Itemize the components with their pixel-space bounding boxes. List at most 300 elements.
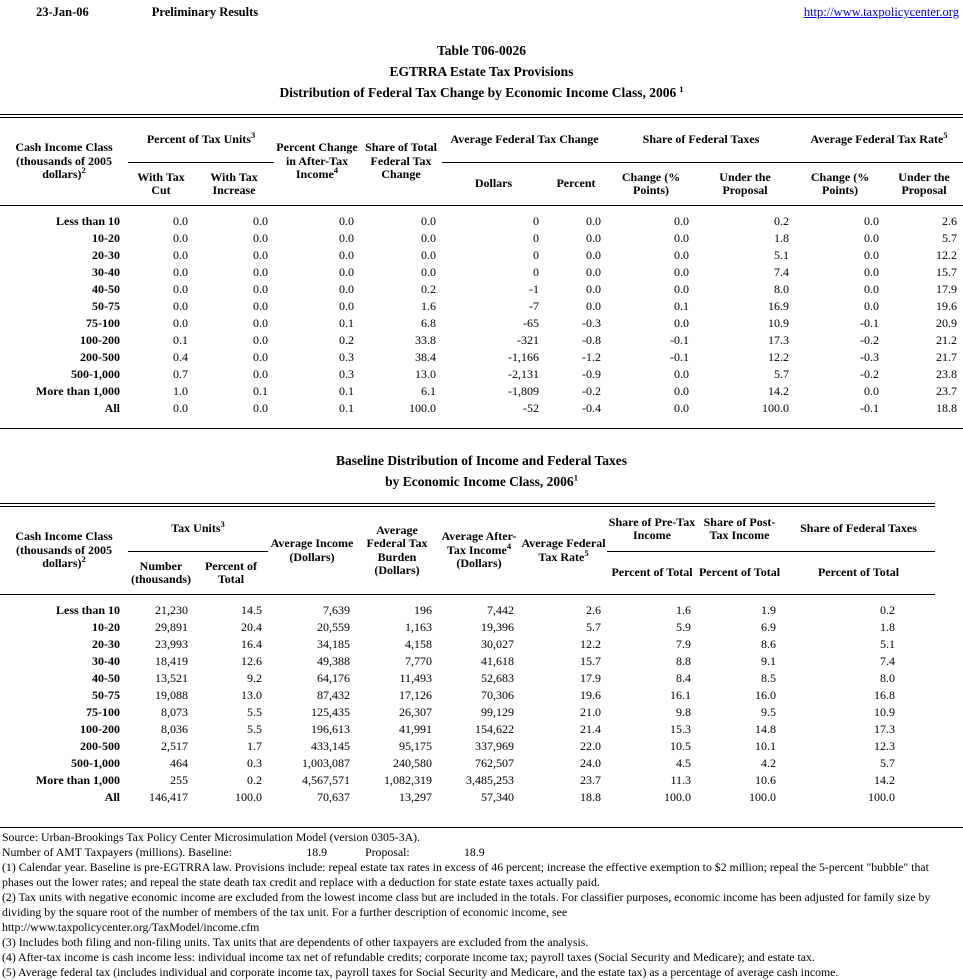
cell-value: 1,082,319 [384, 773, 432, 787]
cell-value: 5.5 [247, 722, 262, 736]
cell-value: 9.8 [676, 705, 691, 719]
cell-value: 0.0 [173, 214, 188, 228]
row-label: 75-100 [86, 705, 120, 719]
cell-value: -0.2 [860, 333, 880, 347]
cell-value: 0.0 [864, 299, 880, 313]
cell-value: 4,158 [405, 637, 432, 651]
cell-value: 0.0 [674, 248, 690, 262]
footnote-ref-3: 3 [220, 519, 225, 530]
cell-value: 196 [414, 603, 432, 617]
table-row [0, 332, 963, 349]
report-date: 23-Jan-06 [36, 5, 89, 19]
cell-value: -0.2 [582, 384, 602, 398]
cell-value: 15.3 [670, 722, 691, 736]
cell-value: 0.0 [864, 265, 880, 279]
cell-value: 0 [533, 248, 540, 262]
cell-value: 23,993 [155, 637, 188, 651]
cell-value: 0.0 [674, 265, 690, 279]
cell-value: 0.0 [421, 248, 437, 262]
col-header-with-tax-cut: With Tax Cut [128, 163, 194, 206]
cell-value: 0.0 [173, 248, 188, 262]
cell-value: 0.0 [253, 248, 269, 262]
baseline-title-block [0, 450, 963, 492]
cell-value: 1.9 [761, 603, 776, 617]
cell-value: 10.9 [874, 705, 895, 719]
row-label: 500-1,000 [71, 756, 120, 770]
cell-value: 17.3 [768, 333, 790, 347]
cell-value: 0.3 [247, 756, 262, 770]
cell-value: 5.7 [942, 231, 958, 245]
table-row [0, 400, 963, 429]
row-label: 100-200 [80, 722, 120, 736]
cell-value: -0.1 [860, 401, 880, 415]
page-header [0, 0, 963, 20]
cell-value: 4.5 [676, 756, 691, 770]
cell-value: 19.6 [580, 688, 601, 702]
amt-label: Number of AMT Taxpayers (millions). Baseline: [2, 845, 233, 859]
col-header-average-after-tax-income: Average After-Tax Income$^4$ (Dollars) [438, 505, 520, 595]
cell-value: 0.0 [674, 401, 690, 415]
cell-value: 0.0 [586, 214, 602, 228]
cell-value: 0.2 [421, 282, 437, 296]
cell-value: 21.4 [580, 722, 601, 736]
cell-value: 240,580 [393, 756, 432, 770]
group-header-share-pre-tax-income: Share of Pre-Tax Income [607, 505, 697, 552]
cell-value: 1.8 [880, 620, 895, 634]
cell-value: 0.0 [674, 384, 690, 398]
cell-value: 3,485,253 [466, 773, 514, 787]
cell-value: -0.3 [860, 350, 880, 364]
cell-value: 64,176 [317, 671, 350, 685]
group-header-share-of-federal-taxes: Share of Federal Taxes [607, 116, 795, 163]
amt-baseline-value: 18.9 [306, 845, 328, 859]
cell-value: 57,340 [481, 790, 514, 804]
cell-value: 0.0 [173, 265, 188, 279]
cell-value: 0.0 [253, 401, 269, 415]
cell-value: -0.3 [582, 316, 602, 330]
cell-value: 0.0 [253, 214, 269, 228]
cell-value: 29,891 [155, 620, 188, 634]
cell-value: 12.3 [874, 739, 895, 753]
cell-value: 0.0 [864, 231, 880, 245]
cell-value: 0.0 [674, 231, 690, 245]
cell-value: 19,396 [481, 620, 514, 634]
row-label: 75-100 [86, 316, 120, 330]
cell-value: 7.4 [774, 265, 790, 279]
cell-value: 10.9 [768, 316, 790, 330]
table-row [0, 738, 935, 755]
cell-value: -0.1 [670, 333, 690, 347]
cell-value: 0.0 [173, 231, 188, 245]
cell-value: 5.7 [586, 620, 601, 634]
cell-value: 95,175 [399, 739, 432, 753]
footnote-ref-4: 4 [506, 540, 512, 551]
cell-value: -321 [517, 333, 540, 347]
cell-value: 99,129 [481, 705, 514, 719]
cell-value: 34,185 [317, 637, 350, 651]
cell-value: 9.5 [761, 705, 776, 719]
cell-value: 100.0 [868, 790, 895, 804]
cell-value: 23.7 [580, 773, 601, 787]
cell-value: 100.0 [664, 790, 691, 804]
col-header-cash-income-class: Cash Income Class (thousands of 2005 dollars)$^2$ [0, 116, 128, 206]
baseline-title-line2: by Economic Income Class, 2006$^1$ [385, 472, 578, 489]
cell-value: 26,307 [399, 705, 432, 719]
cell-value: 30,027 [481, 637, 514, 651]
provisions-title: EGTRRA Estate Tax Provisions [389, 64, 574, 79]
cell-value: 0.0 [173, 282, 188, 296]
cell-value: 8.8 [676, 654, 691, 668]
cell-value: 0.2 [339, 333, 355, 347]
footnote-ref-4: 4 [333, 165, 339, 176]
cell-value: 8,073 [161, 705, 188, 719]
footnote-line: http://www.taxpolicycenter.org/TaxModel/income.cfm [2, 920, 260, 934]
cell-value: 0.0 [864, 282, 880, 296]
cell-value: 0.2 [247, 773, 262, 787]
row-label: More than 1,000 [35, 384, 120, 398]
cell-value: 18.8 [580, 790, 601, 804]
amt-taxpayers-line [2, 845, 961, 860]
cell-value: 0.0 [173, 316, 188, 330]
row-label: Less than 10 [55, 214, 120, 228]
cell-value: 21.2 [936, 333, 958, 347]
cell-value: 0.0 [864, 384, 880, 398]
cell-value: 12.6 [241, 654, 262, 668]
col-header-rate-under-the-proposal: Under the Proposal [885, 163, 963, 206]
table-row [0, 247, 963, 264]
group-header-tax-units: Tax Units$^3$ [128, 505, 268, 552]
cell-value: 0.0 [674, 214, 690, 228]
distribution-title: Distribution of Federal Tax Change by Economic Income Class, 2006 $^1$ [279, 83, 684, 100]
cell-value: 33.8 [415, 333, 437, 347]
cell-value: 0.0 [253, 316, 269, 330]
cell-value: 18.8 [936, 401, 958, 415]
cell-value: 7.4 [880, 654, 895, 668]
cell-value: -1.2 [582, 350, 602, 364]
footnote-line: (5) Average federal tax (includes individual and corporate income tax, payroll taxes for Social Security and Medicare, and the estate tax) as a percentage of average cash income. [2, 965, 839, 979]
cell-value: 0.0 [586, 282, 602, 296]
cell-value: 5.7 [880, 756, 895, 770]
cell-value: 6.1 [421, 384, 437, 398]
baseline-distribution-table [0, 503, 935, 817]
table-row [0, 383, 963, 400]
cell-value: -52 [523, 401, 540, 415]
row-label: 10-20 [92, 620, 120, 634]
footnote-ref-2: 2 [81, 165, 86, 176]
cell-value: 125,435 [311, 705, 350, 719]
footnote-ref-3: 3 [250, 130, 256, 141]
cell-value: 0.4 [173, 350, 188, 364]
cell-value: 0.1 [674, 299, 690, 313]
cell-value: 100.0 [235, 790, 262, 804]
cell-value: 0.0 [253, 282, 269, 296]
cell-value: 2.6 [586, 603, 601, 617]
cell-value: 18,419 [155, 654, 188, 668]
cell-value: 0.0 [339, 248, 355, 262]
table-row [0, 595, 935, 620]
cell-value: 2,517 [161, 739, 188, 753]
cell-value: 6.9 [761, 620, 776, 634]
table-row [0, 755, 935, 772]
row-label: All [104, 790, 120, 804]
cell-value: 0.0 [421, 265, 437, 279]
cell-value: 0.0 [339, 282, 355, 296]
cell-value: 8.5 [761, 671, 776, 685]
cell-value: 2.6 [942, 214, 958, 228]
cell-value: 0.0 [864, 214, 880, 228]
col-header-number-thousands: Number (thousands) [128, 552, 194, 595]
cell-value: 9.1 [761, 654, 776, 668]
cell-value: 7.9 [676, 637, 691, 651]
cell-value: 21,230 [155, 603, 188, 617]
row-label: Less than 10 [55, 603, 120, 617]
cell-value: 762,507 [475, 756, 514, 770]
col-header-under-the-proposal: Under the Proposal [695, 163, 795, 206]
cell-value: 1.7 [247, 739, 262, 753]
row-label: 20-30 [92, 637, 120, 651]
cell-value: 0.1 [339, 384, 355, 398]
cell-value: 0.0 [586, 248, 602, 262]
cell-value: 11.3 [670, 773, 691, 787]
cell-value: -0.2 [860, 367, 880, 381]
cell-value: 0.1 [339, 316, 355, 330]
table-row [0, 670, 935, 687]
cell-value: 12.2 [768, 350, 790, 364]
cell-value: 70,637 [317, 790, 350, 804]
cell-value: 70,306 [481, 688, 514, 702]
cell-value: 23.8 [936, 367, 958, 381]
preliminary-results-label: Preliminary Results [151, 5, 259, 19]
row-label: All [104, 401, 120, 415]
row-label: 20-30 [92, 248, 120, 262]
cell-value: 14.8 [755, 722, 776, 736]
cell-value: 14.2 [768, 384, 790, 398]
cell-value: 23.7 [936, 384, 958, 398]
table-row [0, 789, 935, 817]
cell-value: 337,969 [475, 739, 514, 753]
cell-value: 10.5 [670, 739, 691, 753]
cell-value: 17.3 [874, 722, 895, 736]
cell-value: 0.1 [339, 401, 355, 415]
cell-value: 0 [533, 231, 540, 245]
cell-value: 1.8 [774, 231, 790, 245]
cell-value: 17.9 [580, 671, 601, 685]
col-header-pre-tax-percent-of-total: Percent of Total [607, 552, 697, 595]
cell-value: 14.5 [241, 603, 262, 617]
footnote-line: (3) Includes both filing and non-filing units. Tax units that are dependents of other taxpayers are excluded from the analysis. [2, 935, 589, 949]
cell-value: 0.0 [586, 265, 602, 279]
cell-value: 0.0 [864, 248, 880, 262]
row-label: 100-200 [80, 333, 120, 347]
cell-value: 464 [170, 756, 188, 770]
cell-value: 0.0 [586, 299, 602, 313]
tax-change-table [0, 114, 963, 429]
cell-value: 433,145 [311, 739, 350, 753]
col-header-change-points: Change (% Points) [607, 163, 695, 206]
baseline-table-body [0, 595, 935, 818]
footnote-ref-1: 1 [573, 472, 578, 483]
cell-value: 0.0 [339, 265, 355, 279]
row-label: 10-20 [92, 231, 120, 245]
col-header-percent: Percent [545, 163, 607, 206]
cell-value: 9.2 [247, 671, 262, 685]
cell-value: 13,521 [155, 671, 188, 685]
cell-value: 13,297 [399, 790, 432, 804]
cell-value: 14.2 [874, 773, 895, 787]
cell-value: 21.0 [580, 705, 601, 719]
table-row [0, 298, 963, 315]
table-row [0, 206, 963, 231]
cell-value: 8.0 [880, 671, 895, 685]
cell-value: 1,003,087 [302, 756, 350, 770]
cell-value: 0.0 [173, 299, 188, 313]
cell-value: 7,639 [323, 603, 350, 617]
row-label: 200-500 [80, 350, 120, 364]
cell-value: -0.1 [670, 350, 690, 364]
cell-value: 13.0 [241, 688, 262, 702]
footnote-ref-5: 5 [943, 130, 948, 141]
cell-value: 10.1 [755, 739, 776, 753]
row-label: 40-50 [92, 282, 120, 296]
cell-value: 41,618 [481, 654, 514, 668]
cell-value: -1,166 [508, 350, 540, 364]
col-header-share-total-change: Share of Total Federal Tax Change [360, 116, 442, 206]
cell-value: -0.9 [582, 367, 602, 381]
footnote-ref-2: 2 [81, 554, 86, 565]
cell-value: 0 [533, 265, 540, 279]
cell-value: 0.2 [774, 214, 790, 228]
row-label: 40-50 [92, 671, 120, 685]
row-label: 500-1,000 [71, 367, 120, 381]
cell-value: 10.6 [755, 773, 776, 787]
col-header-dollars: Dollars [442, 163, 545, 206]
amt-proposal-value: 18.9 [463, 845, 485, 859]
cell-value: 20,559 [317, 620, 350, 634]
cell-value: 49,388 [317, 654, 350, 668]
cell-value: 0.0 [586, 231, 602, 245]
cell-value: 100.0 [409, 401, 437, 415]
cell-value: 0.1 [173, 333, 188, 347]
cell-value: 154,622 [475, 722, 514, 736]
col-header-fed-taxes-percent-of-total: Percent of Total [782, 552, 935, 595]
cell-value: 19.6 [936, 299, 958, 313]
table-row [0, 349, 963, 366]
cell-value: 7,770 [405, 654, 432, 668]
cell-value: 1.6 [421, 299, 437, 313]
cell-value: 16.1 [670, 688, 691, 702]
cell-value: 0.0 [253, 350, 269, 364]
amt-proposal-label: Proposal: [365, 845, 410, 859]
col-header-cash-income-class: Cash Income Class (thousands of 2005 dollars)$^2$ [0, 505, 128, 595]
col-header-percent-of-total: Percent of Total [194, 552, 268, 595]
cell-value: 1.6 [676, 603, 691, 617]
cell-value: 16.9 [768, 299, 790, 313]
cell-value: 8,036 [161, 722, 188, 736]
tax-change-table-body [0, 206, 963, 429]
col-header-average-federal-tax-burden: Average Federal Tax Burden (Dollars) [356, 505, 438, 595]
cell-value: 8.4 [676, 671, 691, 685]
cell-value: 0.2 [880, 603, 895, 617]
cell-value: 0.7 [173, 367, 188, 381]
cell-value: 8.0 [774, 282, 790, 296]
col-header-post-tax-percent-of-total: Percent of Total [697, 552, 782, 595]
cell-value: 24.0 [580, 756, 601, 770]
cell-value: 5.1 [880, 637, 895, 651]
footnotes-section [0, 828, 963, 980]
cell-value: 0.1 [253, 384, 269, 398]
cell-value: -7 [529, 299, 540, 313]
cell-value: 17,126 [399, 688, 432, 702]
cell-value: 0.0 [253, 333, 269, 347]
cell-value: 0.3 [339, 367, 355, 381]
cell-value: 0.0 [674, 367, 690, 381]
cell-value: 15.7 [580, 654, 601, 668]
taxpolicycenter-link[interactable]: http://www.taxpolicycenter.org [803, 5, 959, 19]
col-header-rate-change-points: Change (% Points) [795, 163, 885, 206]
row-label: 50-75 [92, 688, 120, 702]
cell-value: 0.0 [253, 299, 269, 313]
table-row [0, 636, 935, 653]
cell-value: 0 [533, 214, 540, 228]
table-row [0, 264, 963, 281]
cell-value: 16.0 [755, 688, 776, 702]
table-row [0, 281, 963, 298]
cell-value: 4.2 [761, 756, 776, 770]
cell-value: 1,163 [405, 620, 432, 634]
cell-value: 6.8 [421, 316, 437, 330]
cell-value: 0.0 [173, 401, 188, 415]
col-header-average-income: Average Income (Dollars) [268, 505, 356, 595]
row-label: More than 1,000 [35, 773, 120, 787]
cell-value: -0.8 [582, 333, 602, 347]
cell-value: 7,442 [487, 603, 514, 617]
table-row [0, 772, 935, 789]
cell-value: 1.0 [173, 384, 188, 398]
group-header-share-post-tax-income: Share of Post-Tax Income [697, 505, 782, 552]
cell-value: 17.9 [936, 282, 958, 296]
table-row [0, 315, 963, 332]
cell-value: 11,493 [399, 671, 432, 685]
cell-value: 12.2 [580, 637, 601, 651]
cell-value: 196,613 [311, 722, 350, 736]
row-label: 50-75 [92, 299, 120, 313]
row-label: 30-40 [92, 265, 120, 279]
group-header-avg-federal-tax-change: Average Federal Tax Change [442, 116, 607, 163]
col-header-average-federal-tax-rate: Average Federal Tax Rate$^5$ [520, 505, 607, 595]
table-row [0, 619, 935, 636]
table-number-title: Table T06-0026 [437, 43, 526, 58]
cell-value: -65 [523, 316, 540, 330]
footnote-ref-1: 1 [679, 83, 684, 94]
footnote-line: (4) After-tax income is cash income less: individual income tax net of refundable credits; corporate income tax; payroll taxes (Social Security and Medicare); and estate tax. [2, 950, 815, 964]
cell-value: 100.0 [762, 401, 790, 415]
cell-value: 16.4 [241, 637, 262, 651]
title-block [0, 40, 963, 103]
cell-value: 87,432 [317, 688, 350, 702]
footnote-line: (2) Tax units with negative economic income are excluded from the lowest income class but are included in the totals. For classifier purposes, economic income has been adjusted for family size by dividing by the square root of the number of members of the tax unit. For a further description of economic income, see [2, 890, 931, 919]
cell-value: -2,131 [508, 367, 540, 381]
cell-value: 21.7 [936, 350, 958, 364]
cell-value: 19,088 [155, 688, 188, 702]
col-header-with-tax-increase: With Tax Increase [194, 163, 274, 206]
source-note: Source: Urban-Brookings Tax Policy Center Microsimulation Model (version 0305-3A). [2, 830, 421, 844]
cell-value: 15.7 [936, 265, 958, 279]
cell-value: 0.0 [674, 282, 690, 296]
cell-value: 255 [170, 773, 188, 787]
table-row [0, 653, 935, 670]
row-label: 200-500 [80, 739, 120, 753]
cell-value: 0.0 [339, 214, 355, 228]
